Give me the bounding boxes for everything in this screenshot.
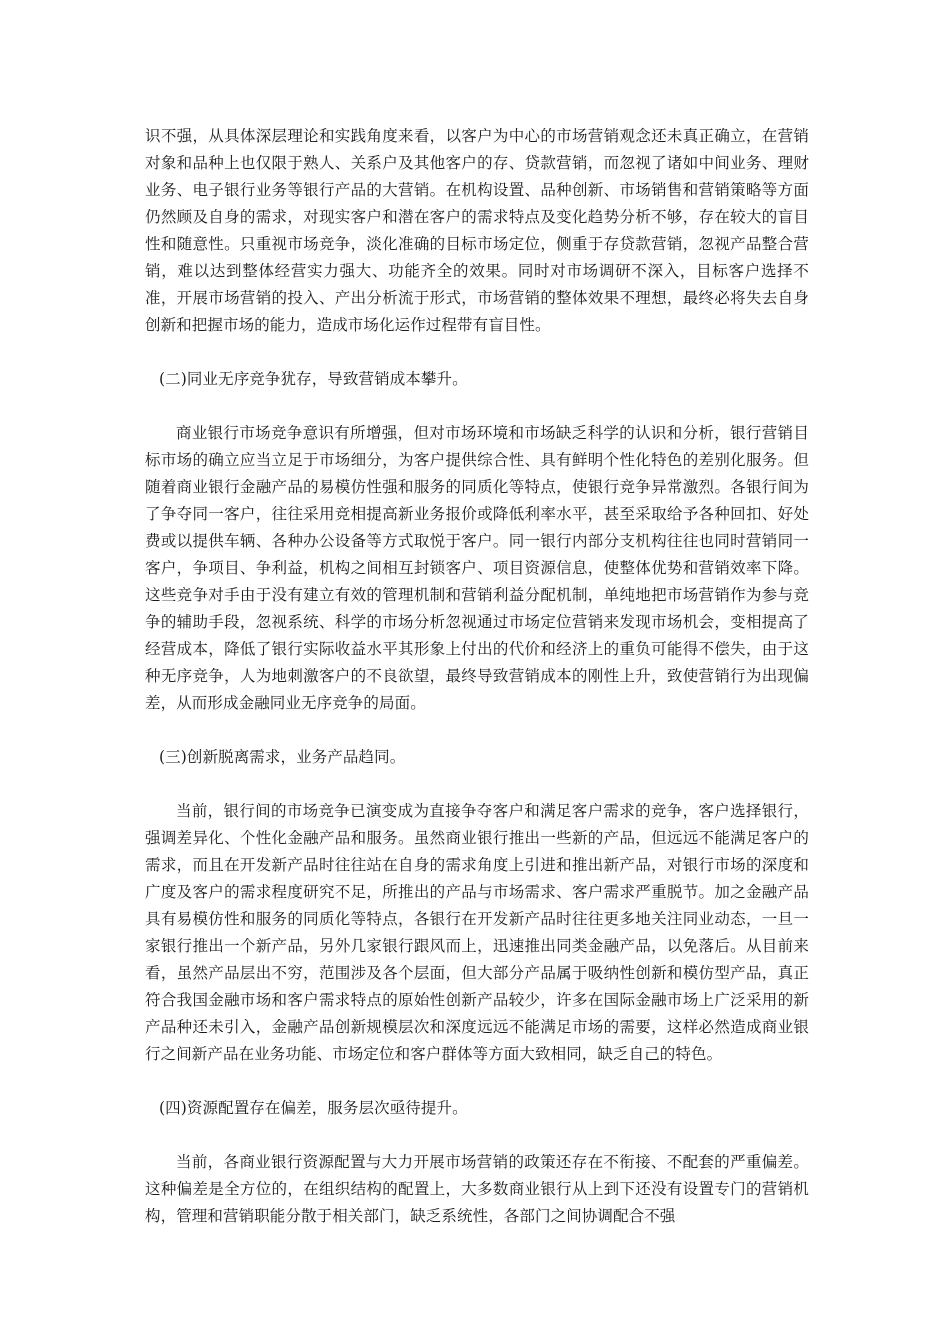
section-heading: (四)资源配置存在偏差，服务层次亟待提升。 bbox=[159, 1099, 468, 1117]
paragraph-gap bbox=[145, 339, 809, 366]
section-heading: (三)创新脱离需求，业务产品趋同。 bbox=[159, 748, 406, 766]
body-paragraph: 商业银行市场竞争意识有所增强，但对市场环境和市场缺乏科学的认识和分析，银行营销目标市场的确立应当立足于市场细分，为客户提供综合性、具有鲜明个性化特色的差别化服务。但随着商业银行金融产品的易模仿性强和服务的同质化等特点，使银行竞争异常激烈。各银行间为了争夺同一客户，往往采用竞相提高新业务报价或降低利率水平，甚至采取给予各种回扣、好处费或以提供车辆、各种办公设备等方式取悦于客户。同一银行内部分支机构往往也同时营销同一客户，争项目、争利益，机构之间相互封锁客户、项目资源信息，使整体优势和营销效率下降。这些竞争对手由于没有建立有效的管理机制和营销利益分配机制，单纯地把市场营销作为参与竞争的辅助手段，忽视系统、科学的市场分析忽视通过市场定位营销来发现市场机会，变相提高了经营成本，降低了银行实际收益水平其形象上付出的代价和经济上的重负可能得不偿失，由于这种无序竞争，人为地刺激客户的不良欲望，最终导致营销成本的刚性上升，致使营销行为出现偏差，从而形成金融同业无序竞争的局面。 bbox=[145, 424, 809, 712]
paragraph-gap bbox=[145, 771, 809, 798]
section-heading: (二)同业无序竞争犹存，导致营销成本攀升。 bbox=[159, 370, 468, 388]
paragraph-gap bbox=[145, 393, 809, 420]
paragraph-gap bbox=[145, 1068, 809, 1095]
body-paragraph: 当前，各商业银行资源配置与大力开展市场营销的政策还存在不衔接、不配套的严重偏差。这种偏差是全方位的，在组织结构的配置上，大多数商业银行从上到下还没有设置专门的营销机构，管理和营销职能分散于相关部门，缺乏系统性，各部门之间协调配合不强 bbox=[145, 1153, 809, 1225]
paragraph-gap bbox=[145, 717, 809, 744]
body-paragraph: 识不强，从具体深层理论和实践角度来看，以客户为中心的市场营销观念还未真正确立，在营销对象和品种上也仅限于熟人、关系户及其他客户的存、贷款营销，而忽视了诸如中间业务、理财业务、电子银行业务等银行产品的大营销。在机构设置、品种创新、市场销售和营销策略等方面仍然顾及自身的需求，对现实客户和潜在客户的需求特点及变化趋势分析不够，存在较大的盲目性和随意性。只重视市场竞争，淡化准确的目标市场定位，侧重于存贷款营销，忽视产品整合营销，难以达到整体经营实力强大、功能齐全的效果。同时对市场调研不深入，目标客户选择不准，开展市场营销的投入、产出分析流于形式，市场营销的整体效果不理想，最终必将失去自身创新和把握市场的能力，造成市场化运作过程带有盲目性。 bbox=[145, 127, 809, 334]
paragraph-gap bbox=[145, 1122, 809, 1149]
body-paragraph: 当前，银行间的市场竞争已演变成为直接争夺客户和满足客户需求的竞争，客户选择银行，强调差异化、个性化金融产品和服务。虽然商业银行推出一些新的产品，但远远不能满足客户的需求，而且在开发新产品时往往站在自身的需求角度上引进和推出新产品，对银行市场的深度和广度及客户的需求程度研究不足，所推出的产品与市场需求、客户需求严重脱节。加之金融产品具有易模仿性和服务的同质化等特点，各银行在开发新产品时往往更多地关注同业动态，一旦一家银行推出一个新产品，另外几家银行跟风而上，迅速推出同类金融产品，以免落后。从目前来看，虽然产品层出不穷，范围涉及各个层面，但大部分产品属于吸纳性创新和模仿型产品，真正符合我国金融市场和客户需求特点的原始性创新产品较少，许多在国际金融市场上广泛采用的新产品种还未引入，金融产品创新规模层次和深度远远不能满足市场的需要，这样必然造成商业银行之间新产品在业务功能、市场定位和客户群体等方面大致相同，缺乏自己的特色。 bbox=[145, 802, 809, 1063]
document-page bbox=[145, 123, 809, 1230]
